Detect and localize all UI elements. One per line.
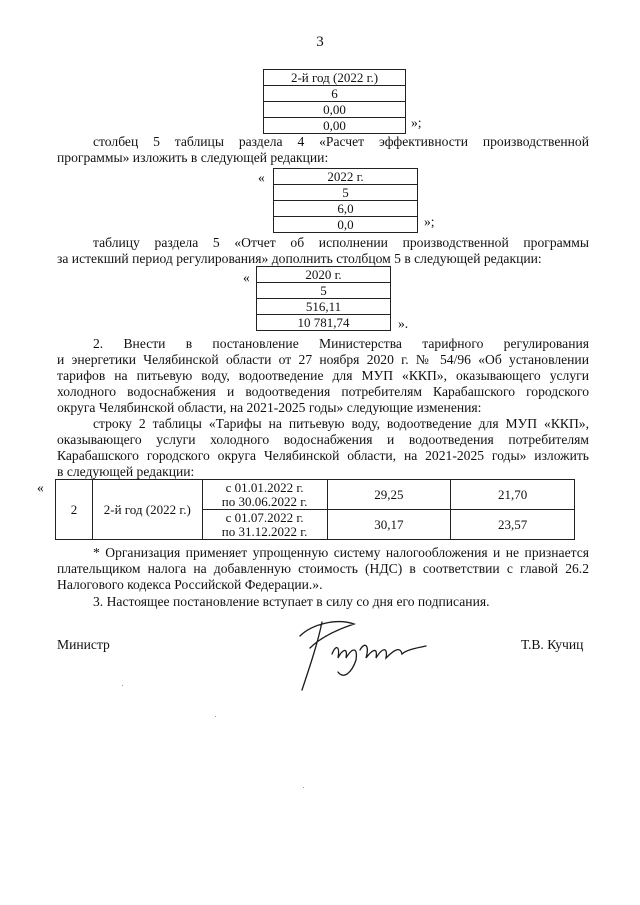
footnote-line-2: плательщиком налога на добавленную стоимость (НДС) в соответствии с главой 26.2 [57,561,589,576]
table-2-opening-quote: « [258,170,265,185]
tariff-value-water: 29,25 [327,480,451,510]
item-2-line-2: и энергетики Челябинской области от 27 ноября 2020 г. № 54/96 «Об установлении [57,352,589,367]
table-3-cell: 516,11 [257,299,391,315]
table-2-cell: 6,0 [274,201,418,217]
table-1 [263,69,406,134]
item-3: 3. Настоящее постановление вступает в силу со дня его подписания. [93,594,490,609]
signatory-title: Министр [57,637,110,652]
row-text-line-4: в следующей редакции: [57,464,195,479]
row-text-line-3: Карабашского городского округа Челябинской области, на 2021-2025 годы» изложить [57,448,589,463]
table-3-cell: 5 [257,283,391,299]
scan-speck [303,787,304,788]
page-number: 3 [316,34,324,50]
para-2-line-2: за истекший период регулирования» дополнить столбцом 5 в следующей редакции: [57,251,542,266]
table-3-cell: 10 781,74 [257,315,391,331]
table-1-cell: 2-й год (2022 г.) [264,70,406,86]
para-2-line-1: таблицу раздела 5 «Отчет об исполнении производственной программы [93,235,589,250]
period-start: с 01.07.2022 г. [225,509,304,525]
tariff-period [202,510,327,540]
tariff-row-number: 2 [56,480,93,540]
row-text-line-2: оказывающего услуги холодного водоснабжения и водоотведения потребителям [57,432,589,447]
period-end: по 31.12.2022 г. [221,523,308,539]
table-2-cell: 5 [274,185,418,201]
period-end: по 30.06.2022 г. [221,493,308,509]
footnote-line-3: Налогового кодекса Российской Федерации.». [57,577,323,592]
table-3-cell: 2020 г. [257,267,391,283]
table-2-closing-quote: »; [424,214,435,229]
table-1-cell: 0,00 [264,118,406,134]
table-1-closing-quote: »; [411,115,422,130]
scan-speck [122,685,123,686]
tariff-row-1 [56,480,575,510]
item-2-line-4: холодного водоснабжения и водоотведения потребителям Карабашского городского [57,384,589,399]
period-start: с 01.01.2022 г. [225,479,304,495]
tariff-table-opening-quote: « [37,480,44,495]
table-3-opening-quote: « [243,270,250,285]
para-1-line-1: столбец 5 таблицы раздела 4 «Расчет эффективности производственной [93,134,589,149]
handwritten-signature [282,606,432,696]
tariff-value-water: 30,17 [327,510,451,540]
table-3 [256,266,391,331]
signatory-name: Т.В. Кучиц [521,637,584,652]
row-text-line-1: строку 2 таблицы «Тарифы на питьевую воду, водоотведение для МУП «ККП», [93,416,589,431]
table-2 [273,168,418,233]
table-2-cell: 0,0 [274,217,418,233]
scan-speck [215,716,216,717]
para-1-line-2: программы» изложить в следующей редакции: [57,150,329,165]
table-3-closing-quote: ». [398,316,409,331]
item-2-line-5: округа Челябинской области, на 2021-2025 годы» следующие изменения: [57,400,482,415]
table-1-cell: 0,00 [264,102,406,118]
tariff-table [55,479,575,540]
tariff-value-drainage: 21,70 [451,480,575,510]
footnote-line-1: * Организация применяет упрощенную систему налогообложения и не признается [93,545,589,560]
table-2-cell: 2022 г. [274,169,418,185]
table-1-cell: 6 [264,86,406,102]
tariff-period [202,480,327,510]
tariff-value-drainage: 23,57 [451,510,575,540]
tariff-year: 2-й год (2022 г.) [92,480,202,540]
item-2-line-3: тарифов на питьевую воду, водоотведение для МУП «ККП», оказывающего услуги [57,368,589,383]
item-2-line-1: 2. Внести в постановление Министерства тарифного регулирования [93,336,589,351]
